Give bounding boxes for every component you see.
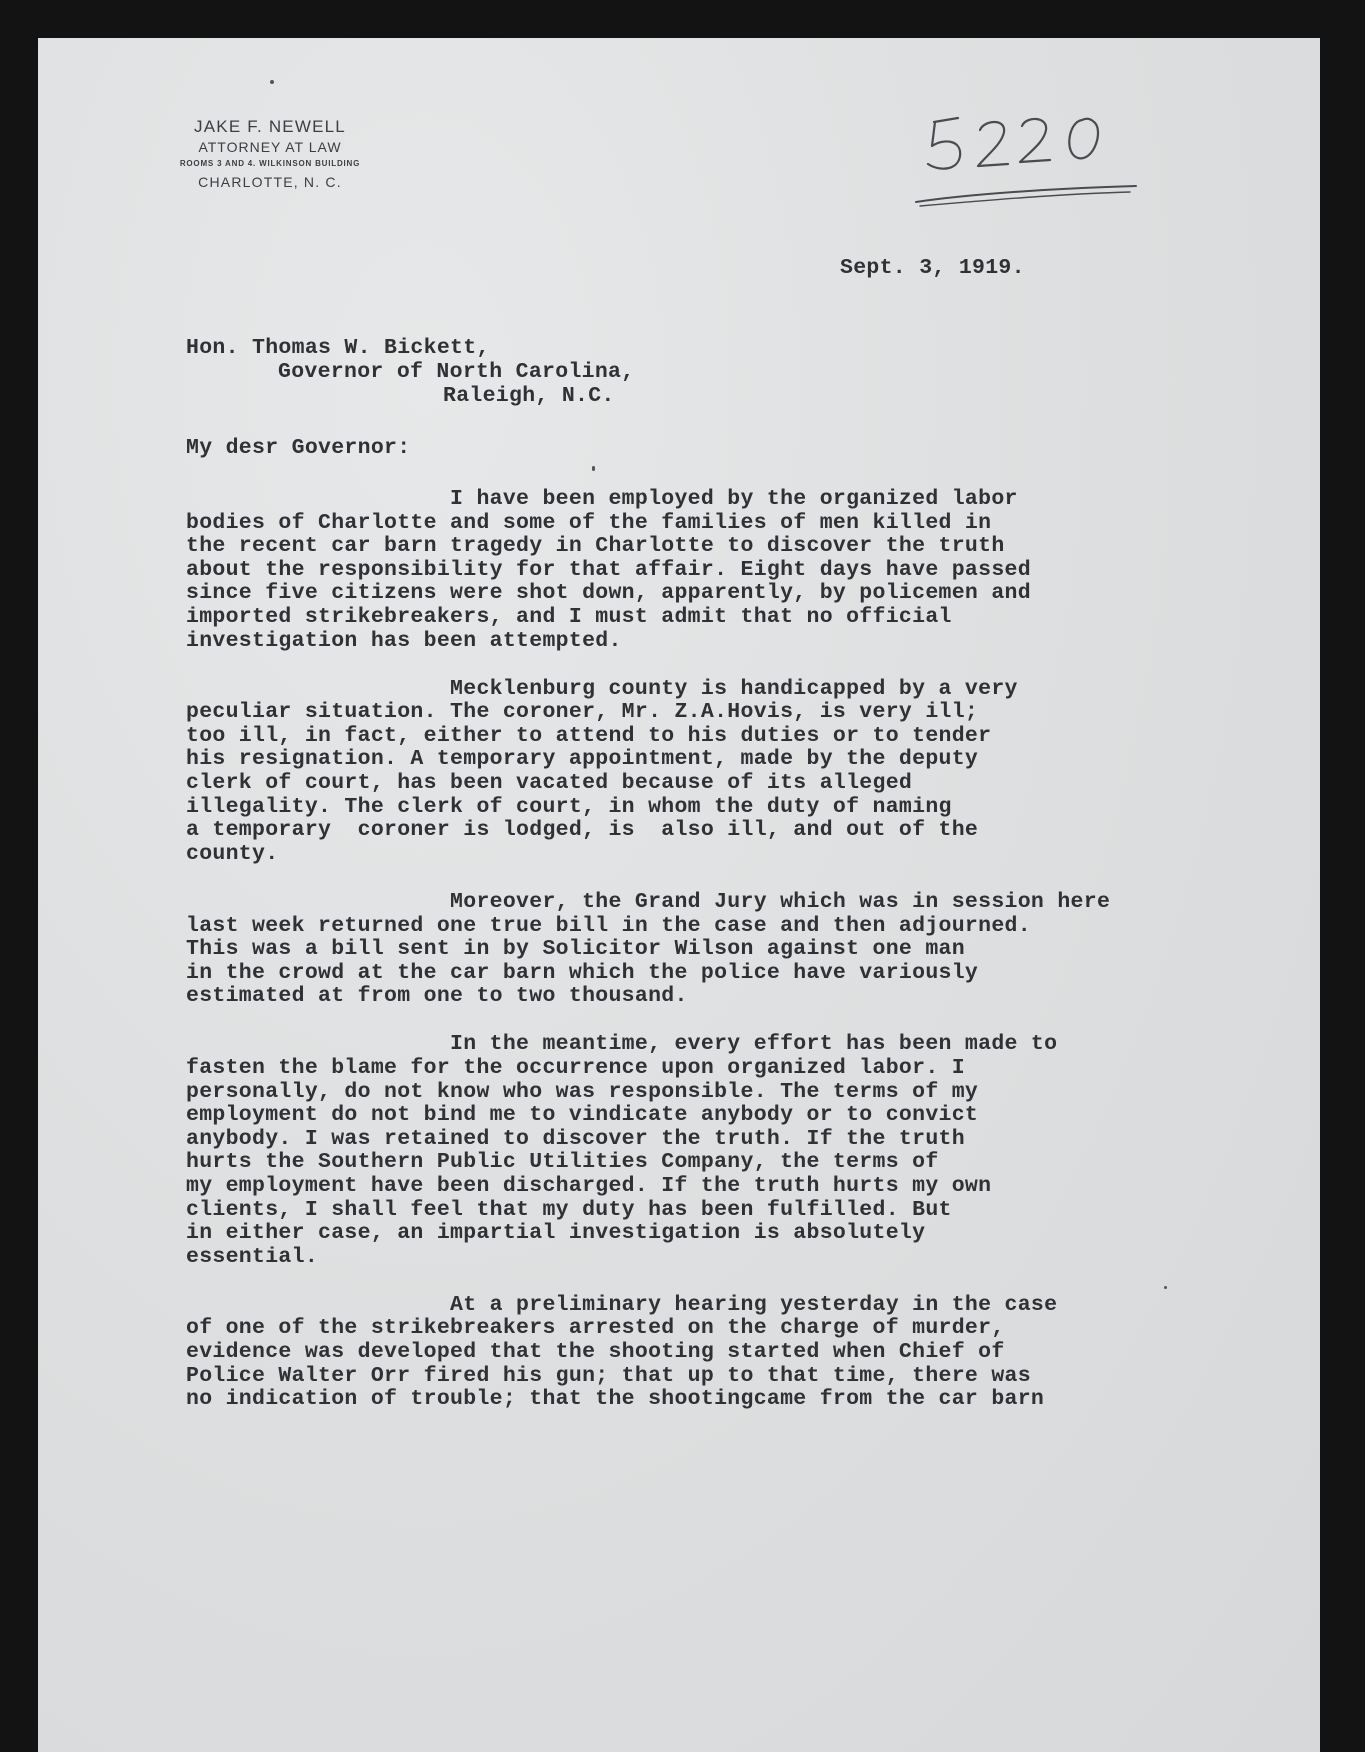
body-line: a temporary coroner is lodged, is also ill, and out of the — [186, 818, 979, 843]
body-line: clerk of court, has been vacated because of its alleged — [186, 771, 913, 796]
body-line: the recent car barn tragedy in Charlotte to discover the truth — [186, 534, 1005, 559]
body-line: In the meantime, every effort has been made to — [186, 1032, 1058, 1057]
body-line: clients, I shall feel that my duty has been fulfilled. But — [186, 1197, 952, 1222]
paragraph — [186, 1294, 1296, 1412]
body-line: bodies of Charlotte and some of the families of men killed in — [186, 510, 992, 535]
body-line: Moreover, the Grand Jury which was in session here — [186, 889, 1111, 914]
letter-body — [186, 488, 1296, 1436]
body-line: peculiar situation. The coroner, Mr. Z.A.Hovis, is very ill; — [186, 700, 979, 725]
paragraph — [186, 1033, 1296, 1269]
body-line: illegality. The clerk of court, in whom the duty of naming — [186, 794, 952, 819]
recipient-title: Governor of North Carolina, — [278, 360, 635, 384]
body-line: evidence was developed that the shooting started when Chief of — [186, 1340, 1005, 1364]
body-line: fasten the blame for the occurrence upon organized labor. I — [186, 1055, 965, 1080]
body-line: last week returned one true bill in the case and then adjourned. — [186, 913, 1031, 938]
body-line: imported strikebreakers, and I must admit that no official — [186, 604, 952, 629]
body-line: anybody. I was retained to discover the truth. If the truth — [186, 1126, 965, 1151]
body-line: hurts the Southern Public Utilities Company, the terms of — [186, 1150, 939, 1175]
letterhead — [126, 116, 414, 193]
handwritten-document-number — [910, 90, 1150, 215]
body-line: my employment have been discharged. If the truth hurts my own — [186, 1173, 992, 1198]
paragraph — [186, 678, 1296, 867]
recipient-name: Hon. Thomas W. Bickett, — [186, 336, 490, 360]
body-line: essential. — [186, 1244, 319, 1269]
letter-date: Sept. 3, 1919. — [840, 256, 1025, 280]
body-line: his resignation. A temporary appointment, made by the deputy — [186, 747, 979, 772]
body-line: I have been employed by the organized labor — [186, 487, 1018, 511]
ink-speck — [592, 466, 595, 471]
body-line: estimated at from one to two thousand. — [186, 984, 688, 1009]
body-line: employment do not bind me to vindicate anybody or to convict — [186, 1103, 979, 1128]
body-line: about the responsibility for that affair. Eight days have passed — [186, 557, 1031, 582]
body-line: in the crowd at the car barn which the police have variously — [186, 960, 979, 985]
body-line: At a preliminary hearing yesterday in the case — [186, 1292, 1058, 1317]
body-line: in either case, an impartial investigation is absolutely — [186, 1221, 926, 1246]
body-line: of one of the strikebreakers arrested on the charge of murder, — [186, 1316, 1005, 1341]
paragraph — [186, 488, 1296, 653]
body-line: personally, do not know who was responsible. The terms of my — [186, 1079, 979, 1104]
letterhead-title: ATTORNEY AT LAW — [198, 139, 342, 155]
ink-speck — [270, 80, 274, 84]
letterhead-name: JAKE F. NEWELL — [194, 117, 346, 136]
handwritten-number-drawing — [910, 90, 1150, 210]
recipient-city: Raleigh, N.C. — [443, 384, 615, 408]
body-line: too ill, in fact, either to attend to his duties or to tender — [186, 723, 992, 748]
body-line: investigation has been attempted. — [186, 628, 622, 653]
salutation: My desr Governor: — [186, 436, 411, 460]
ink-speck — [1164, 1286, 1167, 1289]
paragraph — [186, 891, 1296, 1009]
body-line: county. — [186, 841, 279, 866]
body-line: This was a bill sent in by Solicitor Wilson against one man — [186, 937, 965, 962]
body-line: Mecklenburg county is handicapped by a very — [186, 676, 1018, 701]
letterhead-city: CHARLOTTE, N. C. — [198, 174, 342, 190]
letter-page — [38, 38, 1320, 1752]
body-line: no indication of trouble; that the shootingcame from the car barn — [186, 1387, 1045, 1412]
body-line: since five citizens were shot down, apparently, by policemen and — [186, 581, 1031, 606]
letterhead-address: ROOMS 3 AND 4. WILKINSON BUILDING — [179, 159, 361, 168]
body-line: Police Walter Orr fired his gun; that up to that time, there was — [186, 1363, 1031, 1388]
